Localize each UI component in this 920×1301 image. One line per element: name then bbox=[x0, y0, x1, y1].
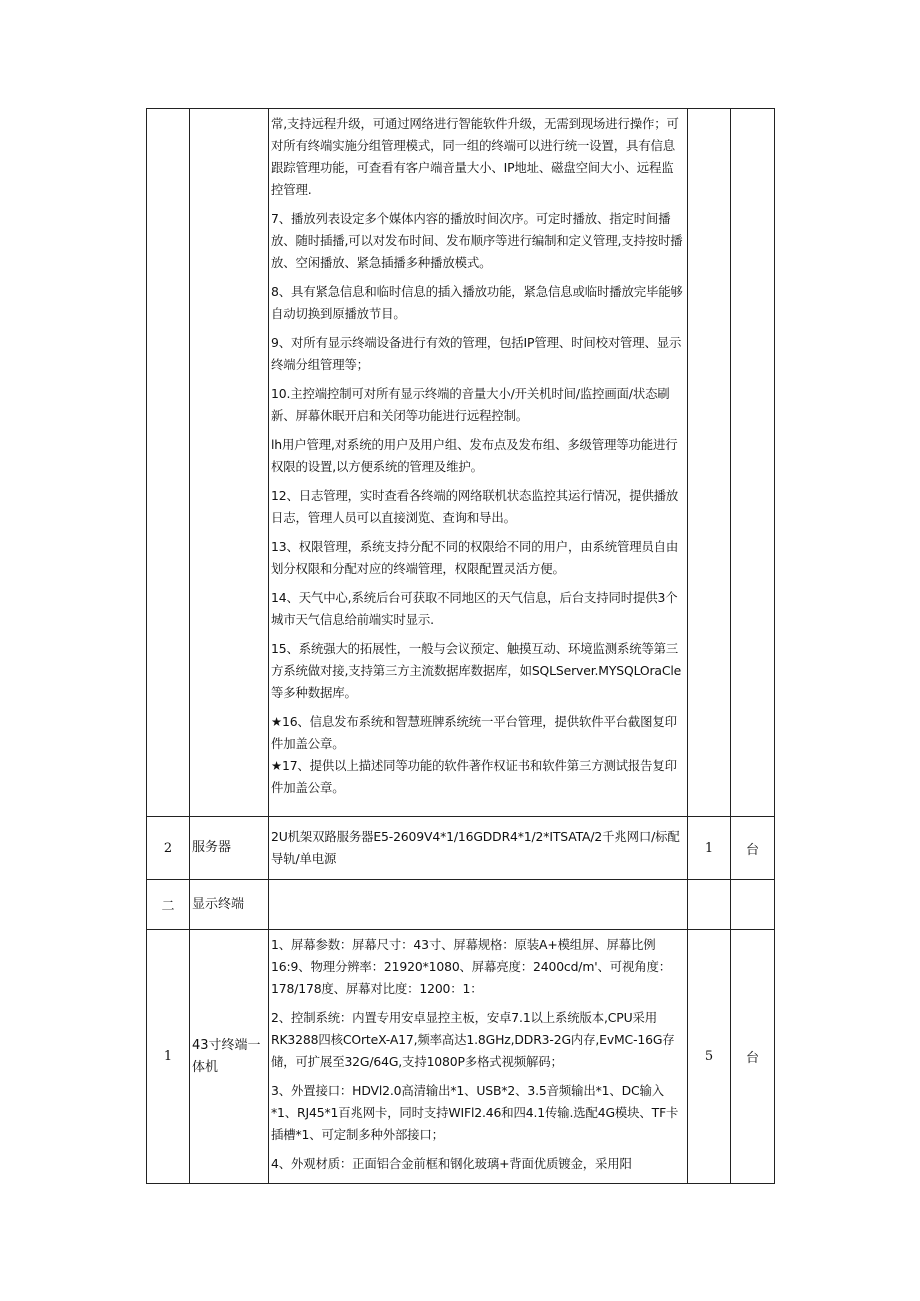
item-description bbox=[269, 880, 688, 930]
desc-paragraph: 10.主控端控制可对所有显示终端的音量大小/开关机时间/监控画面/状态刷新、屏幕休眠开启和关闭等功能进行远程控制。 bbox=[271, 386, 670, 423]
table-row bbox=[147, 930, 775, 1184]
table-row bbox=[147, 880, 775, 930]
desc-paragraph: lh用户管理,对系统的用户及用户组、发布点及发布组、多级管理等功能进行权限的设置,以方便系统的管理及维护。 bbox=[271, 437, 678, 474]
row-number: 1 bbox=[147, 930, 190, 1184]
section-number: 二 bbox=[147, 880, 190, 930]
desc-paragraph: 7、播放列表设定多个媒体内容的播放时间次序。可定时播放、指定时间播放、随时插播,可以对发布时间、发布顺序等进行编制和定义管理,支持按时播放、空闲播放、紧急插播多种播放模式。 bbox=[271, 211, 683, 270]
item-name bbox=[190, 109, 269, 817]
unit bbox=[731, 109, 775, 817]
desc-paragraph: ★16、信息发布系统和智慧班牌系统统一平台管理，提供软件平台截图复印件加盖公章。 bbox=[271, 714, 677, 751]
quantity bbox=[688, 880, 731, 930]
table-row bbox=[147, 817, 775, 880]
desc-paragraph: 14、天气中心,系统后台可获取不同地区的天气信息，后台支持同时提供3个城市天气信息给前端实时显示. bbox=[271, 590, 678, 627]
desc-paragraph: 12、日志管理，实时查看各终端的网络联机状态监控其运行情况，提供播放日志，管理人员可以直接浏览、查询和导出。 bbox=[271, 488, 679, 525]
desc-paragraph: ★17、提供以上描述同等功能的软件著作权证书和软件第三方测试报告复印件加盖公章。 bbox=[271, 758, 677, 795]
desc-paragraph: 2U机架双路服务器E5-2609V4*1/16GDDR4*1/2*ITSATA/2千兆网口/标配导轨/单电源 bbox=[271, 829, 680, 866]
quantity bbox=[688, 109, 731, 817]
desc-paragraph: 常,支持远程升级，可通过网络进行智能软件升级，无需到现场进行操作；可对所有终端实施分组管理模式，同一组的终端可以进行统一设置，具有信息跟踪管理功能，可查看有客户端音量大小、IP地址、磁盘空间大小、远程监控管理. bbox=[271, 116, 679, 197]
desc-paragraph: 2、控制系统：内置专用安卓显控主板，安卓7.1以上系统版本,CPU采用RK3288四核COrteX-A17,频率高达1.8GHz,DDR3-2G内存,EvMC-16G存储，可扩展至32G/64G,支持1080P多格式视频解码； bbox=[271, 1010, 675, 1069]
unit: 台 bbox=[731, 930, 775, 1184]
desc-paragraph: 15、系统强大的拓展性，一般与会议预定、触摸互动、环境监测系统等第三方系统做对接,支持第三方主流数据库数据库，如SQLServer.MYSQLOraCle等多种数据库。 bbox=[271, 641, 682, 700]
spec-table bbox=[146, 108, 775, 1184]
unit bbox=[731, 880, 775, 930]
row-number: 2 bbox=[147, 817, 190, 880]
desc-paragraph: 1、屏幕参数：屏幕尺寸：43寸、屏幕规格：原装A+模组屏、屏幕比例16:9、物理分辨率：21920*1080、屏幕亮度：2400cd/m'、可视角度：178/178度、屏幕对比度：1200：1： bbox=[271, 937, 671, 996]
unit: 台 bbox=[731, 817, 775, 880]
table-row bbox=[147, 109, 775, 817]
desc-paragraph: 8、具有紧急信息和临时信息的插入播放功能，紧急信息或临时播放完毕能够自动切换到原播放节目。 bbox=[271, 284, 683, 321]
item-description bbox=[269, 930, 688, 1184]
desc-paragraph: 4、外观材质：正面铝合金前框和钢化玻璃+背面优质镀金，采用阳 bbox=[271, 1156, 632, 1171]
section-name: 显示终端 bbox=[190, 880, 269, 930]
desc-paragraph: 9、对所有显示终端设备进行有效的管理，包括IP管理、时间校对管理、显示终端分组管理等； bbox=[271, 335, 682, 372]
item-name: 43寸终端一体机 bbox=[190, 930, 269, 1184]
item-name: 服务器 bbox=[190, 817, 269, 880]
item-description bbox=[269, 817, 688, 880]
quantity: 1 bbox=[688, 817, 731, 880]
desc-paragraph: 3、外置接口：HDVl2.0高清输出*1、USB*2、3.5音频输出*1、DC输入*1、RJ45*1百兆网卡，同时支持WIFl2.46和四4.1传输.选配4G模块、TF卡插槽*1、可定制多种外部接口； bbox=[271, 1083, 679, 1142]
row-number bbox=[147, 109, 190, 817]
item-description bbox=[269, 109, 688, 817]
quantity: 5 bbox=[688, 930, 731, 1184]
desc-paragraph: 13、权限管理，系统支持分配不同的权限给不同的用户，由系统管理员自由划分权限和分配对应的终端管理，权限配置灵活方便。 bbox=[271, 539, 679, 576]
